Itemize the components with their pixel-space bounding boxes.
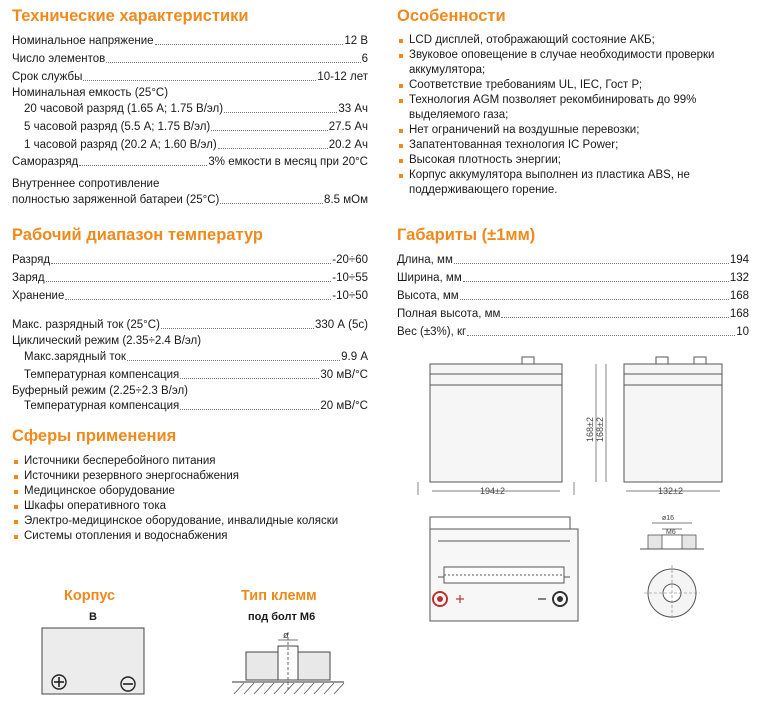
inner-height-label: 168±2: [595, 417, 605, 442]
capacity-row-20h: 20 часовой разряд (1.65 А; 1.75 В/эл) 33 Ач: [24, 103, 368, 115]
list-item: Системы отопления и водоснабжения: [12, 529, 368, 544]
list-item: Электро-медицинское оборудование, инвалидные коляски: [12, 514, 368, 529]
cyclic-header: Циклический режим (2.35÷2.4 В/эл): [12, 335, 202, 347]
dim-row-weight: Вес (±3%), кг 10: [397, 326, 749, 338]
buffer-row-compensation: Температурная компенсация 20 мВ/°С: [24, 400, 368, 412]
resistance-line1: Внутреннее сопротивление: [12, 178, 160, 190]
terminal-drawing: [228, 626, 348, 696]
case-drawing: [38, 626, 148, 696]
capacity-header: Номинальная емкость (25°С): [12, 87, 169, 99]
case-title: Корпус: [64, 588, 116, 604]
terminal-value: под болт М6: [248, 611, 316, 623]
list-item: Звуковое оповещение в случае необходимости проверки аккумулятора;: [397, 48, 737, 78]
spec-row-voltage: Номинальное напряжение 12 В: [12, 35, 368, 47]
dim-row-length: Длина, мм 194: [397, 254, 749, 266]
capacity-row-5h: 5 часовой разряд (5.5 А; 1.75 В/эл) 27.5 Ач: [24, 121, 368, 133]
list-item: Нет ограничений на воздушные перевозки;: [397, 123, 737, 138]
cyclic-row-compensation: Температурная компенсация 30 мВ/°С: [24, 369, 368, 381]
list-item: Технология AGM позволяет рекомбинировать до 99% выделяемого газа;: [397, 93, 737, 123]
outer-height-label: 168±2: [585, 417, 595, 442]
dimension-drawing-bottom: [410, 505, 755, 630]
dimension-drawing-top: [410, 352, 755, 502]
list-item: Запатентованная технология IC Power;: [397, 138, 737, 153]
dim-row-full-height: Полная высота, мм 168: [397, 308, 749, 320]
cyclic-row-current: Макс.зарядный ток 9.9 А: [24, 351, 368, 363]
capacity-row-1h: 1 часовой разряд (20.2 А; 1.60 В/эл) 20.2 Ач: [24, 139, 368, 151]
buffer-header: Буферный режим (2.25÷2.3 В/эл): [12, 385, 189, 397]
spec-row-cells: Число элементов 6: [12, 53, 368, 65]
diameter-label: ø: [283, 630, 289, 640]
dim-row-width: Ширина, мм 132: [397, 272, 749, 284]
terminal-title: Тип клемм: [241, 588, 317, 604]
list-item: Соответствие требованиям UL, IEC, Гост Р;: [397, 78, 737, 93]
spec-row-max-current: Макс. разрядный ток (25°С) 330 А (5с): [12, 319, 368, 331]
dim-row-height: Высота, мм 168: [397, 290, 749, 302]
applications-list: [12, 454, 368, 544]
list-item: LCD дисплей, отображающий состояние АКБ;: [397, 33, 737, 48]
list-item: Медицинское оборудование: [12, 484, 368, 499]
features-title: Особенности: [397, 7, 506, 25]
list-item: Корпус аккумулятора выполнен из пластика ABS, не поддерживающего горение.: [397, 168, 737, 198]
side-width-label: 132±2: [658, 486, 683, 496]
front-width-label: 194±2: [480, 486, 505, 496]
terminal-dia-label: ø16: [662, 515, 675, 522]
spec-row-resistance: полностью заряженной батареи (25°С) 8.5 мОм: [12, 194, 368, 206]
tech-specs-title: Технические характеристики: [12, 7, 249, 25]
list-item: Источники резервного энергоснабжения: [12, 469, 368, 484]
case-value: B: [89, 611, 97, 623]
list-item: Источники бесперебойного питания: [12, 454, 368, 469]
terminal-thread-label: M6: [666, 529, 676, 536]
applications-title: Сферы применения: [12, 427, 177, 445]
temp-row-storage: Хранение -10÷50: [12, 290, 368, 302]
list-item: Высокая плотность энергии;: [397, 153, 737, 168]
spec-row-lifetime: Срок службы 10-12 лет: [12, 71, 368, 83]
list-item: Шкафы оперативного тока: [12, 499, 368, 514]
features-list: [397, 33, 737, 198]
dimensions-title: Габариты (±1мм): [397, 226, 536, 244]
temp-row-discharge: Разряд -20÷60: [12, 254, 368, 266]
temp-row-charge: Заряд -10÷55: [12, 272, 368, 284]
spec-row-self-discharge: Саморазряд 3% емкости в месяц при 20°С: [12, 156, 368, 168]
temp-range-title: Рабочий диапазон температур: [12, 226, 264, 244]
